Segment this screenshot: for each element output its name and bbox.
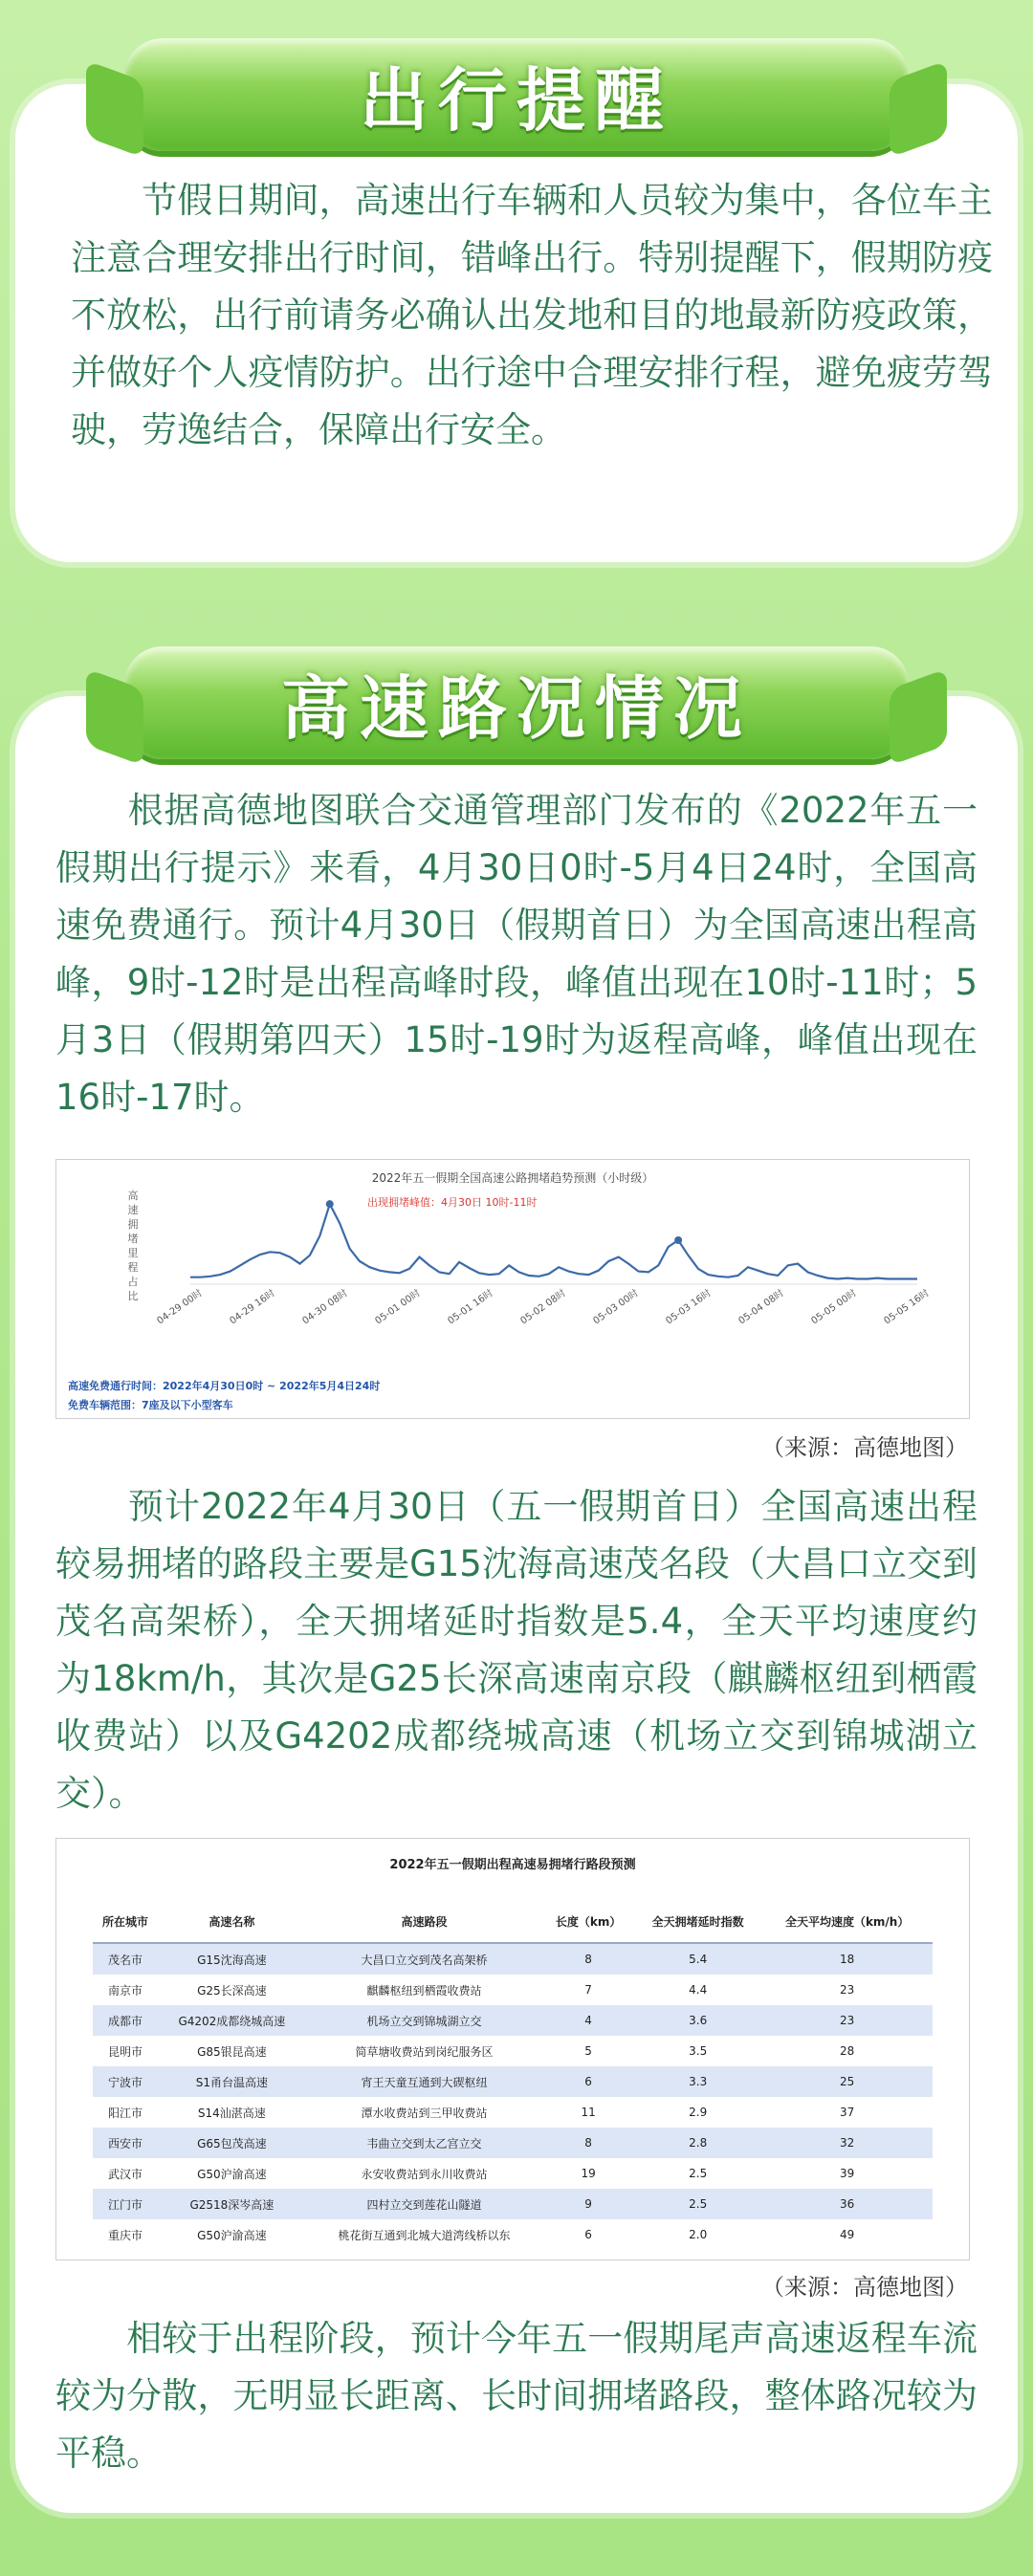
table-cell: G85银昆高速 [197, 2044, 267, 2059]
chart-x-tick: 05-05 00时 [809, 1287, 859, 1327]
table-cell: 25 [761, 2066, 933, 2097]
table-cell: 宁波市 [93, 2066, 158, 2097]
table-cell: G65包茂高速 [158, 2128, 306, 2158]
chart-x-tick: 04-29 16时 [228, 1287, 277, 1327]
table-cell: 2.5 [689, 2167, 708, 2180]
table-row [93, 2036, 933, 2066]
table-cell: 9 [542, 2189, 634, 2219]
table-cell: 36 [761, 2189, 933, 2219]
table-cell: 11 [581, 2106, 596, 2119]
table-cell: 江门市 [93, 2189, 158, 2219]
table-cell: 6 [542, 2066, 634, 2097]
table-cell: 阳江市 [107, 2106, 143, 2120]
table-cell: 3.5 [689, 2044, 708, 2058]
congestion-data-table [93, 1900, 933, 2250]
table-cell: 成都市 [93, 2005, 158, 2036]
table-cell: 23 [761, 2005, 933, 2036]
chart-series-line [190, 1204, 917, 1278]
chart-peak-point [674, 1236, 682, 1244]
traffic-paragraph-1: 根据高德地图联合交通管理部门发布的《2022年五一假期出行提示》来看，4月30日0时-5月4日24时，全国高速免费通行。预计4月30日（假期首日）为全国高速出程高峰，9时-12时是出程高峰时段，峰值出现在10时-11时；5月3日（假期第四天）15时-19时为返程高峰，峰值出现在16时-17时。 [55, 790, 978, 1118]
table-cell: 3.6 [634, 2005, 761, 2036]
table-cell: 永安收费站到永川收费站 [361, 2167, 488, 2181]
table-cell: 49 [840, 2228, 855, 2241]
table-row [93, 2005, 933, 2036]
table-cell: 5 [584, 2044, 592, 2058]
chart-title: 2022年五一假期全国高速公路拥堵趋势预测（小时级） [371, 1171, 654, 1185]
chart-x-tick: 05-01 16时 [446, 1287, 495, 1327]
table-row [93, 1975, 933, 2005]
traffic-title: 高速路况情况 [280, 668, 752, 749]
chart-x-tick: 05-02 08时 [518, 1287, 568, 1327]
traffic-banner [124, 646, 909, 759]
table-cell: G50沪渝高速 [197, 2228, 267, 2242]
table-cell: G15沈海高速 [158, 1943, 306, 1975]
table-cell: 潭水收费站到三甲收费站 [361, 2106, 488, 2120]
table-cell: 39 [840, 2167, 855, 2180]
table-cell: S1甬台温高速 [158, 2066, 306, 2097]
table-cell: 28 [840, 2044, 855, 2058]
table-cell: 4.4 [689, 1983, 708, 1997]
table-row [93, 2189, 933, 2219]
table-row [93, 1943, 933, 1975]
table-cell: 2.8 [634, 2128, 761, 2158]
table-cell: 2.9 [689, 2106, 708, 2119]
table-cell: 18 [761, 1943, 933, 1975]
table-cell: 8 [542, 1943, 634, 1975]
table-cell: 3.3 [634, 2066, 761, 2097]
chart-footnote-1: 高速免费通行时间：2022年4月30日0时 ~ 2022年5月4日24时 [68, 1380, 381, 1392]
chart-x-tick: 05-03 16时 [664, 1287, 714, 1327]
table-cell: 桃花街互通到北城大道湾线桥以东 [338, 2228, 511, 2242]
table-cell: 32 [761, 2128, 933, 2158]
table-cell: 武汉市 [107, 2167, 143, 2181]
chart-x-tick: 05-05 16时 [882, 1287, 932, 1327]
table-row [93, 2066, 933, 2097]
table-source: （来源：高德地图） [761, 2274, 968, 2301]
table-header-cell: 长度（km） [542, 1900, 634, 1943]
chart-y-label: 高速拥堵里程占比 [127, 1190, 139, 1302]
table-cell: 南京市 [107, 1983, 143, 1997]
table-cell: 机场立交到锦城湖立交 [306, 2005, 542, 2036]
chart-peak-point [326, 1200, 334, 1208]
table-cell: 四村立交到莲花山隧道 [306, 2189, 542, 2219]
reminder-paragraph: 节假日期间，高速出行车辆和人员较为集中，各位车主注意合理安排出行时间，错峰出行。特别提醒下，假期防疫不放松，出行前请务必确认出发地和目的地最新防疫政策，并做好个人疫情防护。出行途中合理安排行程，避免疲劳驾驶，劳逸结合，保障出行安全。 [71, 180, 993, 450]
table-title: 2022年五一假期出程高速易拥堵行路段预测 [389, 1858, 636, 1872]
congestion-table [55, 1838, 970, 2260]
table-cell: 昆明市 [107, 2044, 143, 2059]
chart-x-tick: 04-30 08时 [300, 1287, 350, 1327]
reminder-card [15, 84, 1018, 562]
table-header-cell: 高速路段 [306, 1900, 542, 1943]
table-cell: S14汕湛高速 [197, 2106, 266, 2120]
table-cell: 简草塘收费站到岗纪服务区 [355, 2044, 494, 2059]
table-cell: G4202成都绕城高速 [158, 2005, 306, 2036]
chart-footnote-2: 免费车辆范围：7座及以下小型客车 [68, 1399, 233, 1411]
table-header-cell: 高速名称 [158, 1900, 306, 1943]
traffic-paragraph-3: 相较于出程阶段，预计今年五一假期尾声高速返程车流较为分散，无明显长距离、长时间拥堵路段，整体路况较为平稳。 [55, 2318, 978, 2474]
chart-x-tick: 05-01 00时 [373, 1287, 423, 1327]
table-cell: 23 [840, 1983, 855, 1997]
reminder-title: 出行提醒 [359, 60, 673, 141]
table-header-cell: 所在城市 [93, 1900, 158, 1943]
table-header-row [93, 1900, 933, 1943]
table-cell: 大昌口立交到茂名高架桥 [306, 1943, 542, 1975]
table-cell: 19 [581, 2167, 596, 2180]
table-cell: G50沪渝高速 [197, 2167, 267, 2181]
table-cell: 7 [584, 1983, 592, 1997]
table-header-cell: 全天拥堵延时指数 [634, 1900, 761, 1943]
chart-x-tick: 04-29 00时 [155, 1287, 205, 1327]
table-row [93, 2158, 933, 2189]
table-header-cell: 全天平均速度（km/h） [761, 1900, 933, 1943]
table-cell: 2.5 [634, 2189, 761, 2219]
table-row [93, 2128, 933, 2158]
table-cell: 西安市 [93, 2128, 158, 2158]
traffic-paragraph-2: 预计2022年4月30日（五一假期首日）全国高速出程较易拥堵的路段主要是G15沈海高速茂名段（大昌口立交到茂名高架桥），全天拥堵延时指数是5.4，全天平均速度约为18km/h，其次是G25长深高速南京段（麒麟枢纽到栖霞收费站）以及G4202成都绕城高速（机场立交到锦城湖立交）。 [55, 1486, 978, 1814]
table-cell: 5.4 [634, 1943, 761, 1975]
table-cell: 韦曲立交到太乙宫立交 [306, 2128, 542, 2158]
table-cell: 2.0 [689, 2228, 708, 2241]
table-cell: 重庆市 [107, 2228, 143, 2242]
congestion-trend-chart [55, 1159, 970, 1419]
table-cell: 茂名市 [93, 1943, 158, 1975]
table-cell: 宵王天童互通到大碶枢纽 [306, 2066, 542, 2097]
table-cell: 6 [584, 2228, 592, 2241]
table-cell: 麒麟枢纽到栖霞收费站 [366, 1983, 482, 1997]
table-cell: 37 [840, 2106, 855, 2119]
table-cell: G25长深高速 [197, 1983, 267, 1997]
table-cell: 4 [542, 2005, 634, 2036]
chart-x-tick: 05-03 00时 [591, 1287, 641, 1327]
chart-source: （来源：高德地图） [761, 1434, 968, 1461]
reminder-banner [124, 38, 909, 151]
chart-x-tick: 05-04 08时 [736, 1287, 786, 1327]
table-cell: G2518深岑高速 [158, 2189, 306, 2219]
table-row [93, 2097, 933, 2128]
table-row [93, 2219, 933, 2250]
chart-peak-annotation: 出现拥堵峰值：4月30日 10时-11时 [367, 1196, 538, 1209]
table-cell: 8 [542, 2128, 634, 2158]
